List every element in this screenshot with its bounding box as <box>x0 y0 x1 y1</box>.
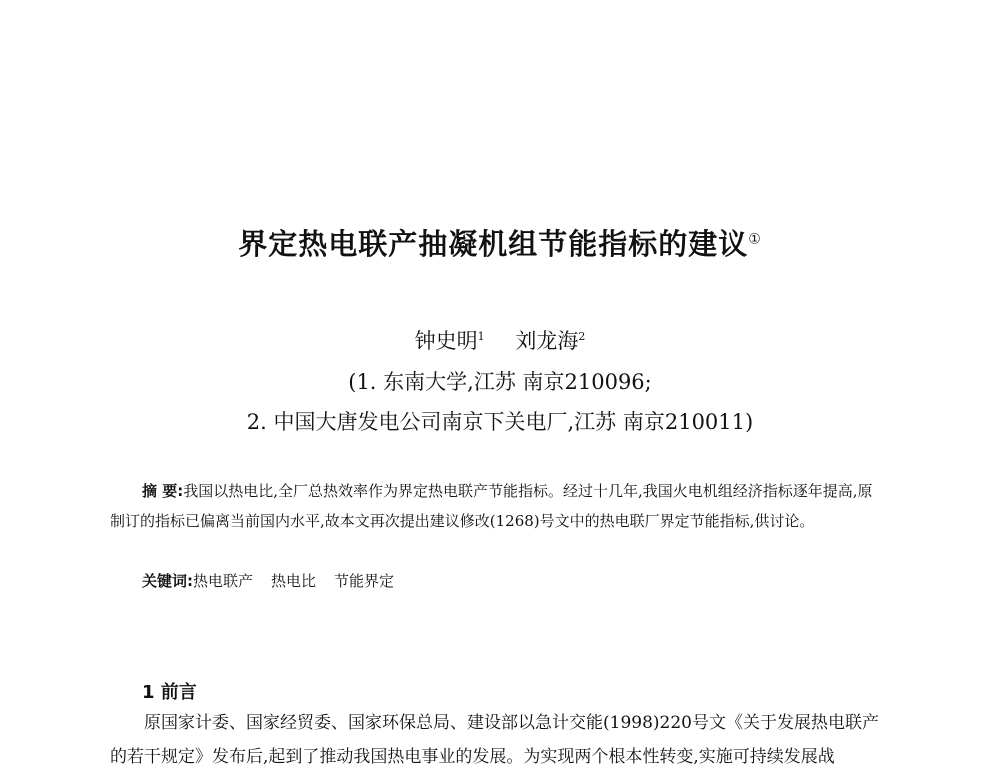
keyword: 热电比 <box>271 572 317 590</box>
section-heading: 1 前言 <box>142 682 197 703</box>
abstract <box>110 476 880 536</box>
paper-title <box>0 222 1000 263</box>
author-affil-mark: 2 <box>578 330 586 343</box>
section-paragraph: 原国家计委、国家经贸委、国家环保总局、建设部以急计交能(1998)220号文《关于发展热电联产的若干规定》发布后,起到了推动我国热电事业的发展。为实现两个根本性转变,实施可持续发展战 <box>110 713 879 767</box>
affiliation-1: (1. 东南大学,江苏 南京210096; <box>348 370 652 394</box>
keyword: 节能界定 <box>334 572 395 590</box>
keyword: 热电联产 <box>193 572 254 590</box>
abstract-label: 摘 要: <box>142 482 184 500</box>
author-name: 刘龙海 <box>515 329 579 353</box>
title-text: 界定热电联产抽凝机组节能指标的建议 <box>238 227 749 261</box>
author-list <box>0 325 1000 355</box>
title-footnote-mark: ① <box>748 231 762 248</box>
author-1 <box>415 329 485 353</box>
keywords <box>142 570 412 591</box>
abstract-text: 我国以热电比,全厂总热效率作为界定热电联产节能指标。经过十几年,我国火电机组经济指标逐年提高,原制订的指标已偏离当前国内水平,故本文再次提出建议修改(1268)号文中的热电联厂界定节能指标,供讨论。 <box>110 482 873 530</box>
author-2 <box>515 329 585 353</box>
affiliation-2: 2. 中国大唐发电公司南京下关电厂,江苏 南京210011) <box>246 410 754 434</box>
keywords-label: 关键词: <box>142 572 193 590</box>
author-name: 钟史明 <box>414 329 478 353</box>
author-affil-mark: 1 <box>477 330 485 343</box>
